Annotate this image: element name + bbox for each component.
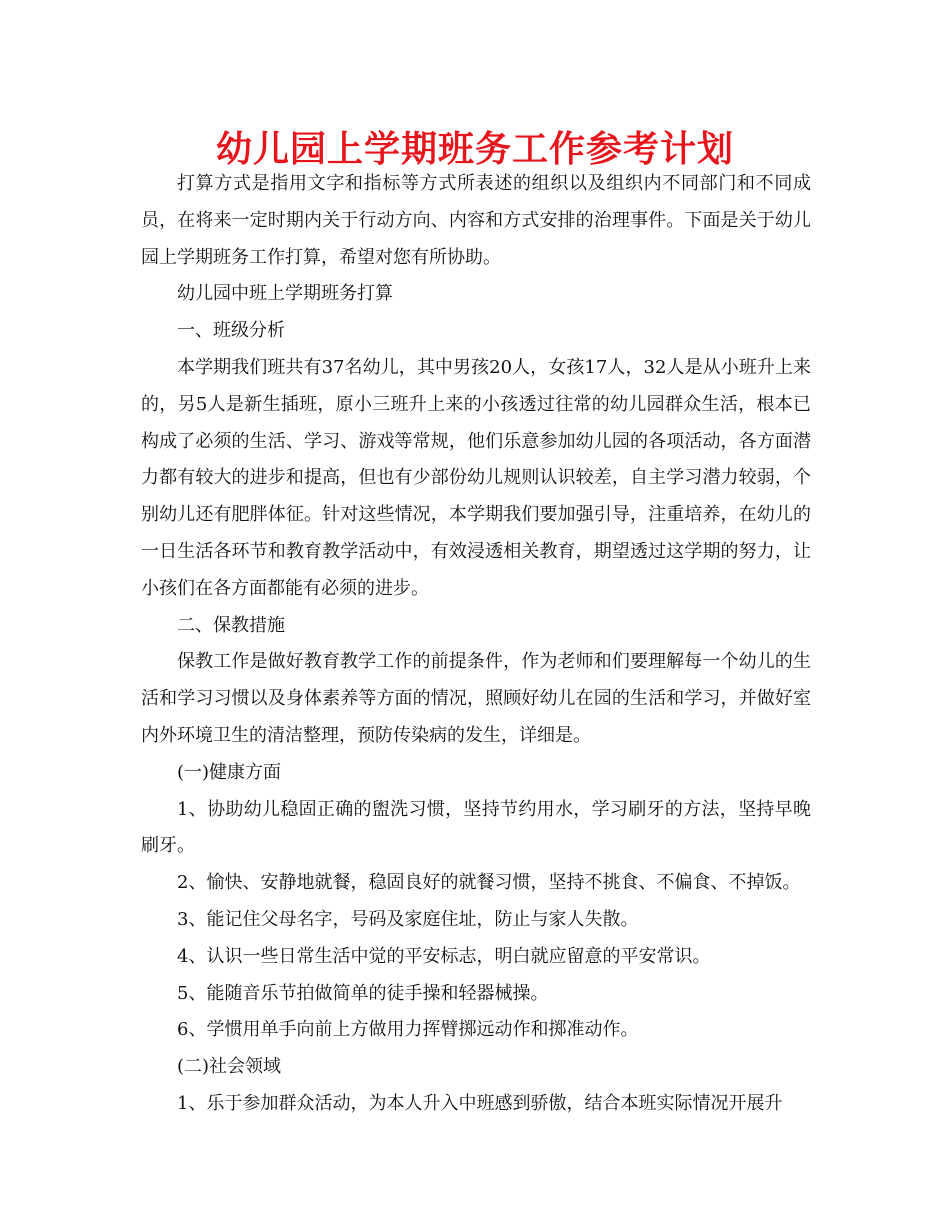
document-body [141, 166, 811, 1123]
section-heading-class-analysis: 一、班级分析 [177, 320, 285, 342]
subheading-social: (二)社会领域 [177, 1056, 282, 1078]
list-item: 2、愉快、安静地就餐，稳固良好的就餐习惯，坚持不挑食、不偏食、不掉饭。 [177, 872, 801, 894]
list-item: 3、能记住父母名字，号码及家庭住址，防止与家人失散。 [177, 908, 639, 930]
section-heading-care-measures: 二、保教措施 [177, 614, 285, 636]
paragraph-subtitle: 幼儿园中班上学期班务打算 [177, 283, 393, 305]
document-title: 幼儿园上学期班务工作参考计划 [215, 129, 734, 170]
list-item: 5、能随音乐节拍做简单的徒手操和轻器械操。 [177, 982, 549, 1004]
subheading-health: (一)健康方面 [177, 761, 282, 783]
list-item: 6、学惯用单手向前上方做用力挥臂掷远动作和掷准动作。 [177, 1019, 639, 1041]
list-item: 1、乐于参加群众活动，为本人升入中班感到骄傲，结合本班实际情况开展升 [177, 1092, 783, 1114]
list-item: 1、协助幼儿稳固正确的盥洗习惯，坚持节约用水，学习刷牙的方法，坚持早晚刷牙。 [141, 798, 811, 857]
paragraph-care-measures: 保教工作是做好教育教学工作的前提条件，作为老师和们要理解每一个幼儿的生活和学习习惯以及身体素养等方面的情况，照顾好幼儿在园的生活和学习，并做好室内外环境卫生的清洁整理，预防传染病的发生，详细是。 [141, 651, 811, 746]
list-item: 4、认识一些日常生活中觉的平安标志，明白就应留意的平安常识。 [177, 945, 711, 967]
paragraph-class-analysis: 本学期我们班共有37名幼儿，其中男孩20人，女孩17人，32人是从小班升上来的，另5人是新生插班，原小三班升上来的小孩透过往常的幼儿园群众生活，根本已构成了必须的生活、学习、游戏等常规，他们乐意参加幼儿园的各项活动，各方面潜力都有较大的进步和提高，但也有少部份幼儿规则认识较差，自主学习潜力较弱，个别幼儿还有肥胖体征。针对这些情况，本学期我们要加强引导，注重培养，在幼儿的一日生活各环节和教育教学活动中，有效浸透相关教育，期望透过这学期的努力，让小孩们在各方面都能有必须的进步。 [141, 356, 811, 599]
paragraph-intro: 打算方式是指用文字和指标等方式所表述的组织以及组织内不同部门和不同成员，在将来一定时期内关于行动方向、内容和方式安排的治理事件。下面是关于幼儿园上学期班务工作打算，希望对您有所协助。 [141, 173, 811, 268]
